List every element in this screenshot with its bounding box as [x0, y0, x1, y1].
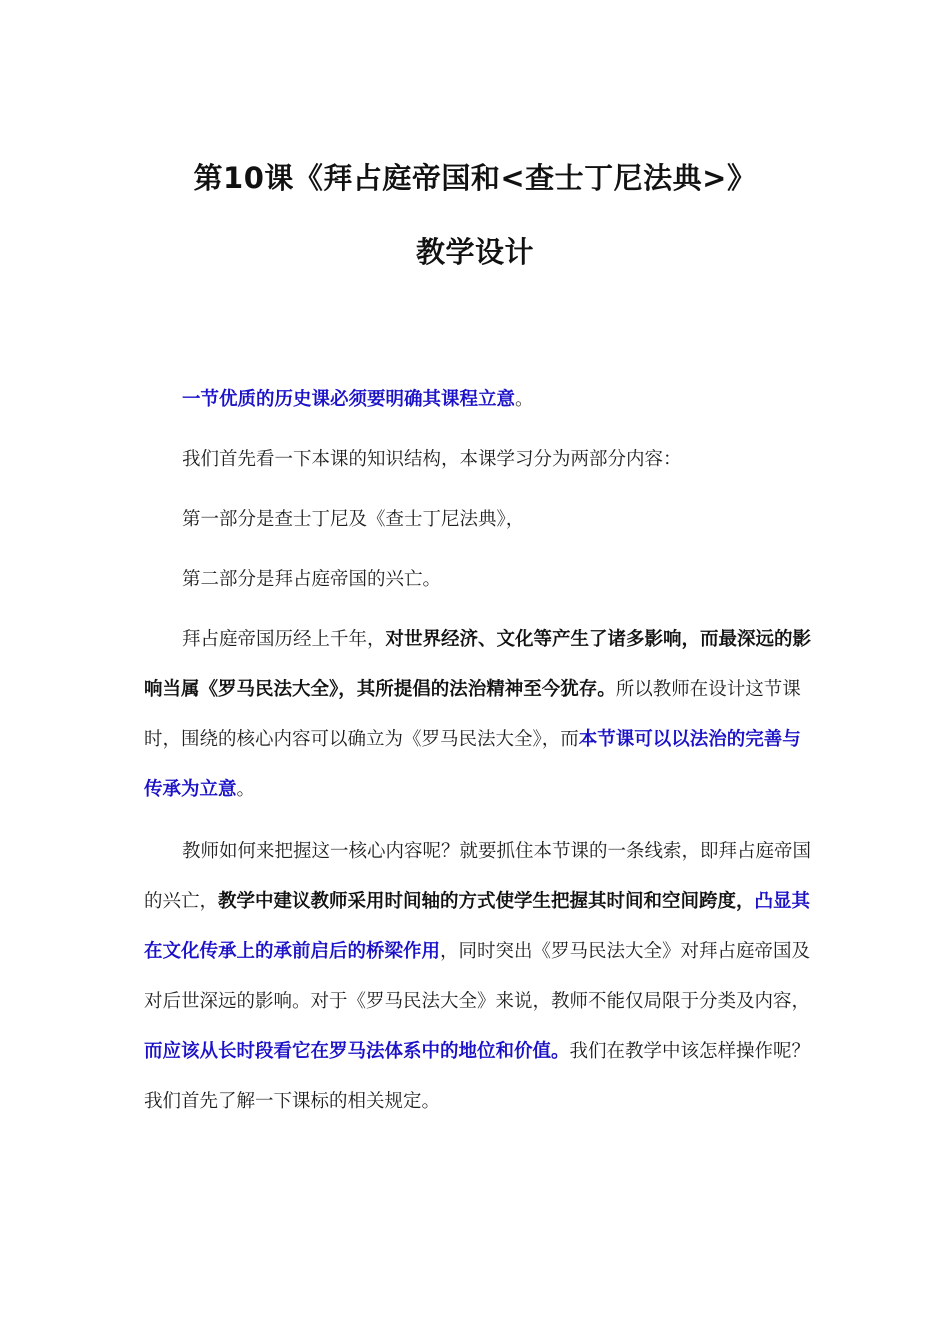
bold-text: 对世界经济、文化等产生了诸多影响，而最深远的影响当属《罗马民法大全》，其所提倡的法治精神至今犹存。 [144, 629, 812, 700]
document-title: 第10课《拜占庭帝国和<查士丁尼法典>》 [193, 161, 757, 195]
emphasis-text: 一节优质的历史课必须要明确其课程立意 [182, 389, 516, 410]
paragraph-intent [144, 375, 814, 425]
paragraph-text: 。 [236, 779, 256, 800]
emphasis-text: 凸显其在文化传承上的承前启后的桥梁作用 [144, 891, 811, 962]
paragraph-text: 。 [515, 389, 534, 410]
document-subtitle: 教学设计 [415, 235, 534, 269]
paragraph-text: 我们在教学中该怎样操作呢？我们首先了解一下课标的相关规定。 [144, 1041, 811, 1112]
paragraph-part-one: 第一部分是查士丁尼及《查士丁尼法典》， [182, 509, 525, 530]
document-body [144, 375, 814, 1139]
paragraph-structure: 我们首先看一下本课的知识结构，本课学习分为两部分内容： [182, 449, 682, 470]
paragraph-text: 教师如何来把握这一核心内容呢？就要抓住本节课的一条线索，即拜占庭帝国的兴亡， [144, 841, 812, 912]
bold-text: 教学中建议教师采用时间轴的方式使学生把握其时间和空间跨度， [218, 891, 755, 912]
paragraph-text: 所以教师在设计这节课时，围绕的核心内容可以确立为《罗马民法大全》，而 [144, 679, 801, 750]
paragraph-teaching-approach [144, 827, 814, 1127]
paragraph-part-two: 第二部分是拜占庭帝国的兴亡。 [182, 569, 442, 590]
emphasis-text: 而应该从长时段看它在罗马法体系中的地位和价值。 [144, 1041, 570, 1062]
paragraph-text: ，同时突出《罗马民法大全》对拜占庭帝国及对后世深远的影响。对于《罗马民法大全》来说，教师不能仅局限于分类及内容， [144, 941, 811, 1012]
paragraph-text: 拜占庭帝国历经上千年， [182, 629, 386, 650]
emphasis-text: 本节课可以以法治的完善与传承为立意 [144, 729, 801, 800]
paragraph-core-content [144, 615, 814, 815]
